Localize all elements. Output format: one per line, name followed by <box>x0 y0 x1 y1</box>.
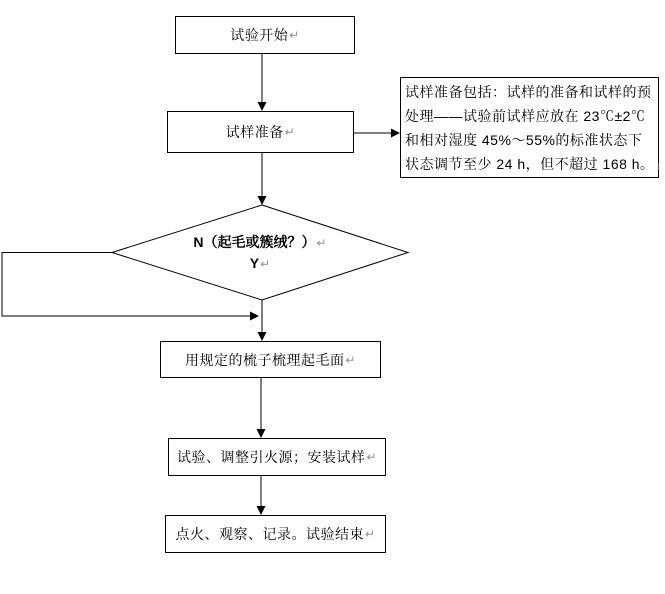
paragraph-mark: ↵ <box>316 235 327 250</box>
node-setup <box>168 438 386 476</box>
note-text: 试样准备包括：试样的准备和试样的预 <box>405 84 652 100</box>
node-start-label: 试验开始 <box>230 27 289 43</box>
arrowhead-right-icon <box>250 312 259 321</box>
node-prepare-label: 试样准备 <box>225 124 284 140</box>
arrowhead-down-icon <box>257 429 266 438</box>
note-line <box>405 80 654 104</box>
decision-yes <box>250 253 270 274</box>
paragraph-mark: ↵ <box>366 450 378 464</box>
paragraph-mark: ↵ <box>289 28 300 42</box>
decision-question-text: N（起毛或簇绒？） <box>193 233 316 250</box>
paragraph-mark: ↵ <box>260 256 271 271</box>
note-line <box>405 128 654 152</box>
note-text: 状态调节至少 24 h，但不超过 168 h。 <box>405 156 655 172</box>
node-end <box>165 515 386 553</box>
node-end-label: 点火、观察、记录。试验结束 <box>175 526 364 542</box>
paragraph-mark: ↵ <box>345 352 357 367</box>
node-comb-label: 用规定的梳子梳理起毛面 <box>184 351 345 368</box>
note-sample-preparation <box>400 77 663 178</box>
arrowhead-down-icon <box>257 506 266 515</box>
node-comb <box>160 341 381 378</box>
note-text: 和相对湿度 45%～55%的标准状态下 <box>405 132 643 148</box>
node-prepare <box>167 111 354 153</box>
node-setup-label: 试验、调整引火源；安装试样 <box>176 449 366 465</box>
arrowhead-down-icon <box>258 102 267 111</box>
node-start <box>175 16 355 54</box>
arrowhead-right-icon <box>391 129 400 138</box>
note-text: 处理——试验前试样应放在 23℃±2℃ <box>405 108 646 124</box>
arrowhead-down-icon <box>258 196 267 205</box>
arrowhead-down-icon <box>258 332 267 341</box>
node-decision <box>112 205 408 300</box>
note-line <box>405 104 654 128</box>
decision-question <box>193 232 326 253</box>
note-line <box>405 152 663 177</box>
paragraph-mark: ↵ <box>364 527 376 541</box>
paragraph-mark: ↵ <box>284 125 296 139</box>
linebreak-mark: ↓ <box>655 158 663 172</box>
decision-yes-text: Y <box>249 254 260 271</box>
